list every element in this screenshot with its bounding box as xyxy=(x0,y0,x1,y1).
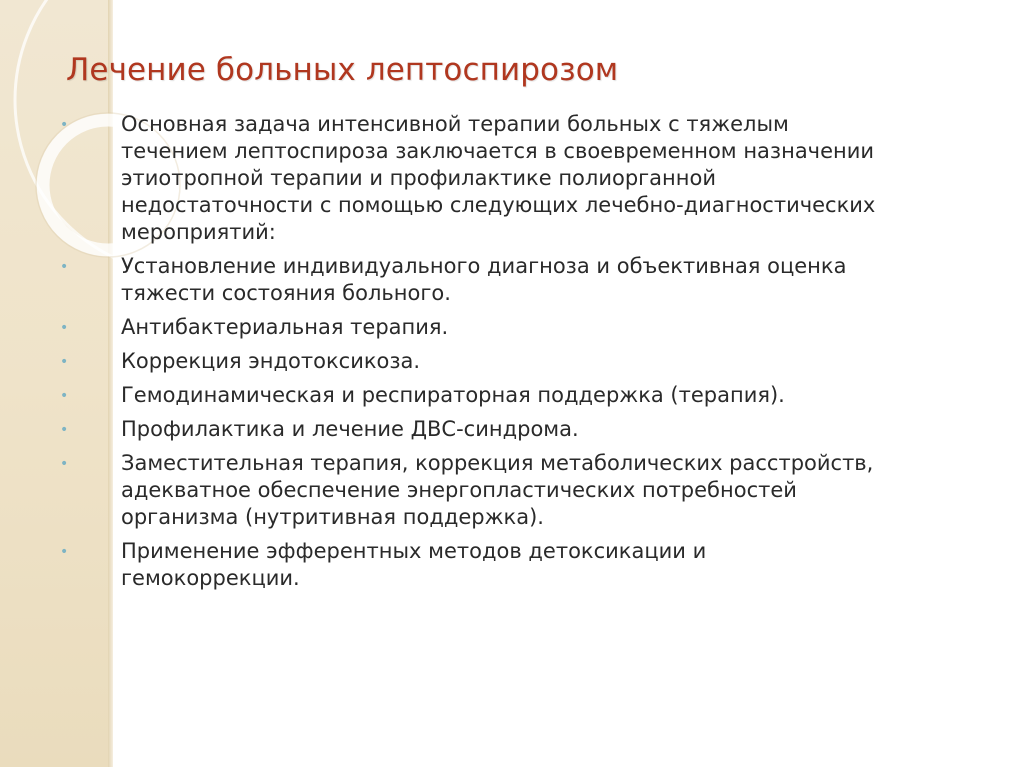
slide-title: Лечение больных лептоспирозом xyxy=(66,52,619,88)
bullet-icon: • xyxy=(60,320,69,336)
list-item-text: Применение эфферентных методов детоксикации и гемокоррекции. xyxy=(121,539,707,590)
list-item xyxy=(60,111,980,246)
list-item xyxy=(60,416,980,443)
bullet-icon: • xyxy=(60,456,69,472)
list-item xyxy=(60,382,980,409)
bullet-icon: • xyxy=(60,544,69,560)
list-item-text: Антибактериальная терапия. xyxy=(121,315,449,339)
list-item-text: Гемодинамическая и респираторная поддержка (терапия). xyxy=(121,383,785,407)
list-item xyxy=(60,253,980,307)
list-item xyxy=(60,450,980,531)
bullet-icon: • xyxy=(60,354,69,370)
list-item xyxy=(60,538,980,592)
bullet-list xyxy=(60,111,980,599)
list-item xyxy=(60,314,980,341)
list-item-text: Основная задача интенсивной терапии больных с тяжелым течением лептоспироза заключается в своевременном назначении этиотропной терапии и профилактике полиорганной недостаточности с помощью следующих лечебно-диагностических мероприятий: xyxy=(121,112,876,244)
bullet-icon: • xyxy=(60,259,69,275)
list-item xyxy=(60,348,980,375)
list-item-text: Профилактика и лечение ДВС-синдрома. xyxy=(121,417,579,441)
list-item-text: Заместительная терапия, коррекция метаболических расстройств, адекватное обеспечение энергопластических потребностей организма (нутритивная поддержка). xyxy=(121,451,874,529)
bullet-icon: • xyxy=(60,388,69,404)
bullet-icon: • xyxy=(60,422,69,438)
list-item-text: Коррекция эндотоксикоза. xyxy=(121,349,421,373)
list-item-text: Установление индивидуального диагноза и объективная оценка тяжести состояния больного. xyxy=(121,254,847,305)
bullet-icon: • xyxy=(60,117,69,133)
